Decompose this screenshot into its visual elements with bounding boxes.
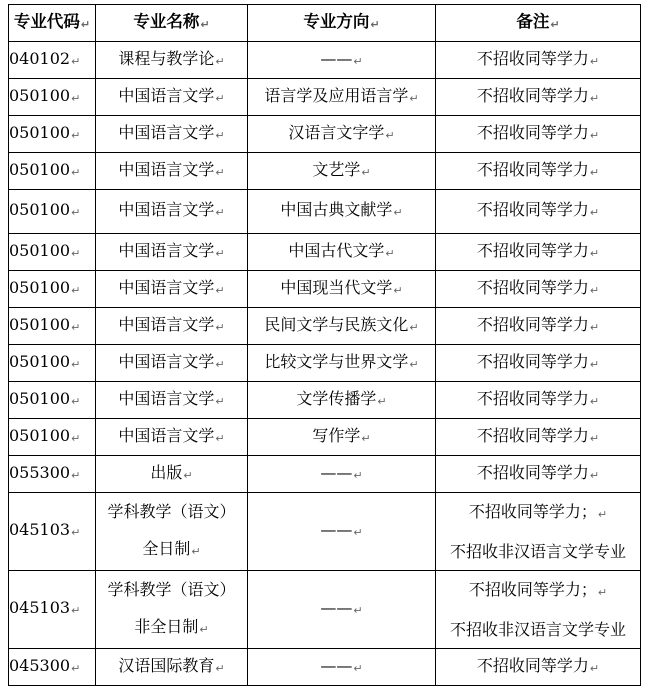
cell-code: 050100↵	[9, 271, 96, 308]
cell-name: 中国语言文学↵	[96, 271, 248, 308]
cell-code: 050100↵	[9, 382, 96, 419]
cell-name: 中国语言文学↵	[96, 116, 248, 153]
cell-name	[96, 571, 248, 649]
cell-name-line: 全日制↵	[142, 539, 201, 558]
header-direction: 专业方向↵	[248, 5, 436, 42]
cell-name: 中国语言文学↵	[96, 382, 248, 419]
cell-note: 不招收同等学力↵	[436, 79, 641, 116]
table-row	[9, 116, 641, 153]
table-row	[9, 190, 641, 234]
cell-code: 050100↵	[9, 153, 96, 190]
cell-direction: ——↵	[248, 649, 436, 686]
cell-name-line: 学科教学（语文）	[107, 580, 236, 599]
table-row	[9, 382, 641, 419]
cell-direction: 文学传播学↵	[248, 382, 436, 419]
cell-code: 050100↵	[9, 79, 96, 116]
table-row	[9, 649, 641, 686]
cell-note: 不招收同等学力↵	[436, 271, 641, 308]
cell-note-line: 不招收同等学力；↵	[468, 502, 608, 521]
cell-direction: ——↵	[248, 456, 436, 493]
cell-note-line: 不招收非汉语言文学专业	[449, 542, 626, 561]
cell-name: 中国语言文学↵	[96, 79, 248, 116]
cell-code: 050100↵	[9, 234, 96, 271]
header-code: 专业代码↵	[9, 5, 96, 42]
cell-direction: ——↵	[248, 493, 436, 571]
cell-note: 不招收同等学力↵	[436, 308, 641, 345]
cell-name: 中国语言文学↵	[96, 345, 248, 382]
header-note: 备注↵	[436, 5, 641, 42]
cell-name: 出版↵	[96, 456, 248, 493]
cell-direction: 文艺学↵	[248, 153, 436, 190]
cell-direction: ——↵	[248, 571, 436, 649]
cell-code: 045103↵	[9, 571, 96, 649]
table-row	[9, 42, 641, 79]
cell-code: 040102↵	[9, 42, 96, 79]
header-name: 专业名称↵	[96, 5, 248, 42]
cell-note: 不招收同等学力↵	[436, 234, 641, 271]
major-table	[8, 4, 641, 686]
cell-note-line: 不招收同等学力；↵	[468, 580, 608, 599]
cell-direction: 比较文学与世界文学↵	[248, 345, 436, 382]
cell-direction: 中国古典文献学↵	[248, 190, 436, 234]
cell-note-line: 不招收非汉语言文学专业	[449, 620, 626, 639]
table-row	[9, 456, 641, 493]
cell-code: 050100↵	[9, 345, 96, 382]
cell-name: 中国语言文学↵	[96, 234, 248, 271]
table-row	[9, 153, 641, 190]
cell-direction: 汉语言文字学↵	[248, 116, 436, 153]
cell-name: 汉语国际教育↵	[96, 649, 248, 686]
table-row	[9, 271, 641, 308]
cell-direction: 中国古代文学↵	[248, 234, 436, 271]
cell-code: 050100↵	[9, 116, 96, 153]
cell-note	[436, 493, 641, 571]
cell-name	[96, 493, 248, 571]
cell-note: 不招收同等学力↵	[436, 116, 641, 153]
table-row	[9, 419, 641, 456]
cell-note: 不招收同等学力↵	[436, 42, 641, 79]
cell-code: 050100↵	[9, 308, 96, 345]
cell-code: 050100↵	[9, 190, 96, 234]
cell-code: 045103↵	[9, 493, 96, 571]
cell-note: 不招收同等学力↵	[436, 456, 641, 493]
cell-code: 050100↵	[9, 419, 96, 456]
cell-note: 不招收同等学力↵	[436, 649, 641, 686]
cell-note: 不招收同等学力↵	[436, 382, 641, 419]
cell-note	[436, 571, 641, 649]
cell-direction: ——↵	[248, 42, 436, 79]
cell-note: 不招收同等学力↵	[436, 345, 641, 382]
cell-direction: 中国现当代文学↵	[248, 271, 436, 308]
cell-name: 中国语言文学↵	[96, 419, 248, 456]
cell-name: 中国语言文学↵	[96, 153, 248, 190]
cell-direction: 写作学↵	[248, 419, 436, 456]
cell-note: 不招收同等学力↵	[436, 190, 641, 234]
table-row	[9, 79, 641, 116]
header-row	[9, 5, 641, 42]
table-row	[9, 493, 641, 571]
cell-name-line: 学科教学（语文）	[107, 502, 236, 521]
cell-note: 不招收同等学力↵	[436, 153, 641, 190]
cell-code: 045300↵	[9, 649, 96, 686]
table-row	[9, 308, 641, 345]
cell-code: 055300↵	[9, 456, 96, 493]
table-row	[9, 571, 641, 649]
cell-direction: 民间文学与民族文化↵	[248, 308, 436, 345]
cell-name-line: 非全日制↵	[134, 617, 209, 636]
table-row	[9, 234, 641, 271]
cell-direction: 语言学及应用语言学↵	[248, 79, 436, 116]
cell-name: 课程与教学论↵	[96, 42, 248, 79]
cell-name: 中国语言文学↵	[96, 190, 248, 234]
table-row	[9, 345, 641, 382]
cell-note: 不招收同等学力↵	[436, 419, 641, 456]
cell-name: 中国语言文学↵	[96, 308, 248, 345]
